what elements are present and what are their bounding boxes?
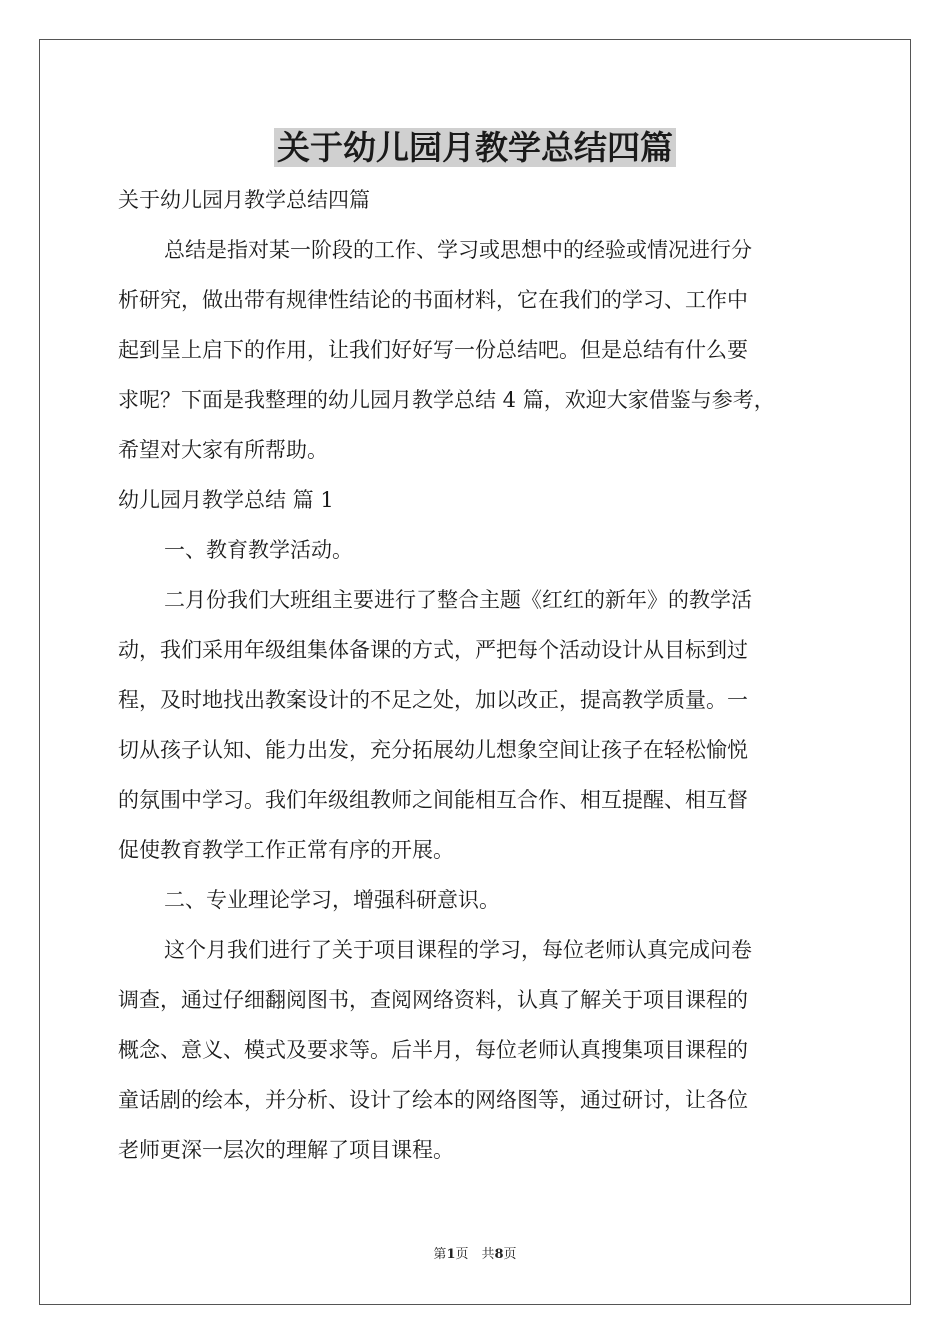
- section-heading: 幼儿园月教学总结 篇 1: [118, 488, 334, 512]
- document-title: [0, 126, 950, 170]
- page-mid: 页 共: [455, 1247, 495, 1262]
- paragraph-line: 二月份我们大班组主要进行了整合主题《红红的新年》的教学活: [164, 588, 752, 612]
- paragraph-line: 这个月我们进行了关于项目课程的学习，每位老师认真完成问卷: [164, 938, 752, 962]
- paragraph-line: 动，我们采用年级组集体备课的方式，严把每个活动设计从目标到过: [118, 638, 748, 662]
- page-prefix: 第: [433, 1247, 447, 1262]
- page-suffix: 页: [503, 1247, 517, 1262]
- paragraph-line: 求呢？下面是我整理的幼儿园月教学总结 4 篇，欢迎大家借鉴与参考，: [118, 388, 775, 412]
- paragraph-line: 希望对大家有所帮助。: [118, 438, 328, 462]
- paragraph-line: 概念、意义、模式及要求等。后半月，每位老师认真搜集项目课程的: [118, 1038, 748, 1062]
- page-total: 8: [494, 1247, 504, 1262]
- paragraph-line: 老师更深一层次的理解了项目课程。: [118, 1138, 454, 1162]
- paragraph-line: 析研究，做出带有规律性结论的书面材料，它在我们的学习、工作中: [118, 288, 748, 312]
- sub-heading: 二、专业理论学习，增强科研意识。: [164, 888, 500, 912]
- paragraph-line: 童话剧的绘本，并分析、设计了绘本的网络图等，通过研讨，让各位: [118, 1088, 748, 1112]
- page-current: 1: [446, 1247, 456, 1262]
- paragraph-line: 促使教育教学工作正常有序的开展。: [118, 838, 454, 862]
- paragraph-line: 调查，通过仔细翻阅图书，查阅网络资料，认真了解关于项目课程的: [118, 988, 748, 1012]
- paragraph-line: 切从孩子认知、能力出发，充分拓展幼儿想象空间让孩子在轻松愉悦: [118, 738, 748, 762]
- paragraph-line: 程，及时地找出教案设计的不足之处，加以改正，提高教学质量。一: [118, 688, 748, 712]
- page-footer: [0, 1246, 950, 1264]
- paragraph-line: 起到呈上启下的作用，让我们好好写一份总结吧。但是总结有什么要: [118, 338, 748, 362]
- paragraph-line: 总结是指对某一阶段的工作、学习或思想中的经验或情况进行分: [164, 238, 752, 262]
- paragraph-line: 的氛围中学习。我们年级组教师之间能相互合作、相互提醒、相互督: [118, 788, 748, 812]
- sub-heading: 一、教育教学活动。: [164, 538, 353, 562]
- document-subtitle: 关于幼儿园月教学总结四篇: [118, 188, 370, 212]
- document-title-text: 关于幼儿园月教学总结四篇: [274, 128, 676, 167]
